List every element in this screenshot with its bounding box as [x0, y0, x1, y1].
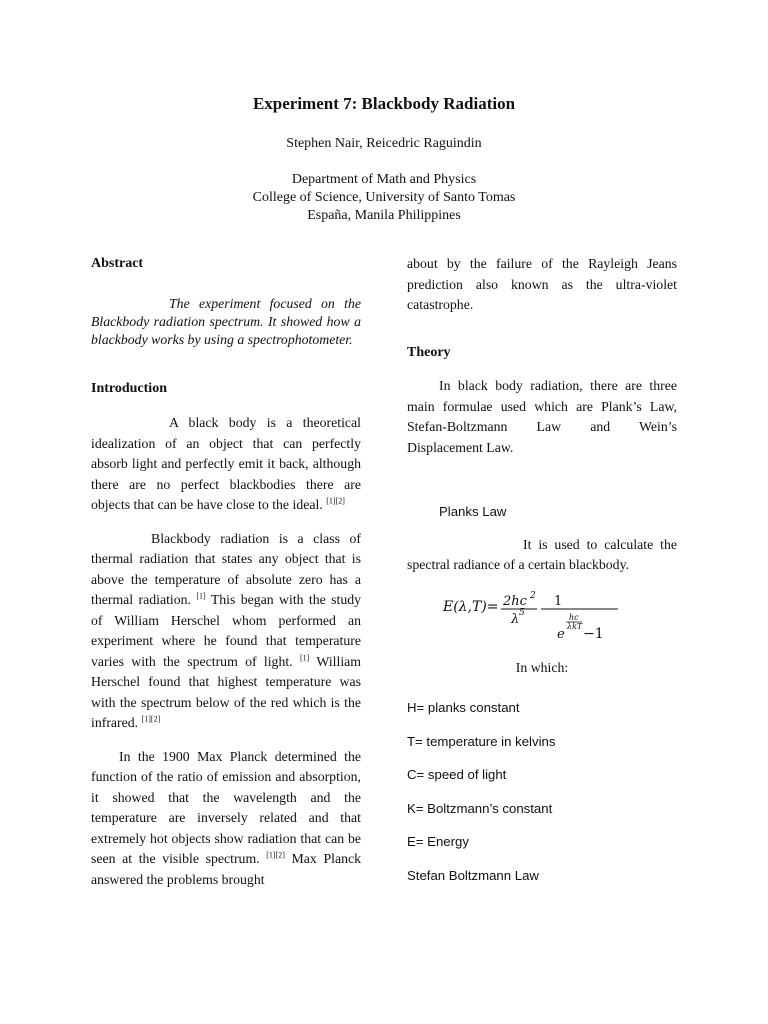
definition-e: E= Energy	[407, 834, 469, 849]
theory-heading: Theory	[407, 344, 451, 360]
formula-numerator: 2hc	[503, 593, 527, 609]
planck-law-description: It is used to calculate the spectral radiance of a certain blackbody.	[407, 536, 677, 572]
affiliation	[0, 171, 768, 225]
definition-k: K= Boltzmann’s constant	[407, 800, 553, 816]
intro-p2-text-c: William Herschel found that highest temperature was with the spectrum below of the red which is the infrared.	[91, 653, 362, 730]
intro-paragraph-1	[91, 413, 361, 516]
definitions-list	[407, 691, 677, 892]
formula-minus-one: −1	[583, 625, 604, 642]
formula-numerator-exponent: 2	[530, 590, 536, 601]
citation: [1][2]	[141, 714, 161, 724]
formula-denominator: λ	[511, 611, 520, 627]
affiliation-college: College of Science, University of Santo Tomas	[252, 190, 516, 205]
planck-formula	[443, 590, 677, 650]
intro-p2-text-b: This began with the study of William Herschel whom performed an experiment where he found that temperature varies with the spectrum of light.	[91, 592, 362, 669]
formula-exp-denominator: λkT	[567, 621, 583, 631]
paper-title: Experiment 7: Blackbody Radiation	[252, 94, 516, 113]
citation: [1]	[299, 652, 310, 662]
intro-p3-text-b: Max Planck answered the problems brought	[91, 851, 361, 887]
intro-paragraph-3	[91, 747, 361, 891]
formula-lhs: E(λ,T)=	[443, 598, 499, 615]
theory-paragraph-1: In black body radiation, there are three main formulae used which are Plank’s Law, Stefan-Boltzmann Law and Wein’s Displacement Law.	[407, 378, 677, 455]
definition-h: H= planks constant	[407, 700, 520, 715]
intro-p3-text-a: In the 1900 Max Planck determined the function of the ratio of emission and absorption, it showed that the wavelength and the temperature are inversely related and that extremely hot objects show radiation that can be seen at the visible spectrum.	[91, 748, 361, 866]
citation: [1][2]	[326, 496, 345, 506]
abstract-text: The experiment focused on the Blackbody radiation spectrum. It showed how a blackbody works by using a spectrophotometer.	[91, 295, 361, 347]
intro-p1-text: A black body is a theoretical idealization of an object that can perfectly absorb light and perfectly emit it back, although there are no perfect blackbodies there are objects that can be have close to the ideal.	[91, 415, 361, 512]
in-which-label: In which:	[515, 659, 569, 675]
stefan-boltzmann-heading: Stefan Boltzmann Law	[407, 867, 539, 883]
citation: [1]	[196, 591, 206, 601]
formula-exp-numerator: hc	[569, 612, 579, 622]
citation: [1][2]	[266, 850, 285, 860]
formula-denominator-exponent: 5	[519, 607, 525, 618]
definition-c: C= speed of light	[407, 767, 507, 782]
planck-law-heading: Planks Law	[439, 504, 507, 519]
abstract-heading: Abstract	[91, 256, 144, 271]
formula-exp-base: e	[557, 626, 565, 642]
definition-t: T= temperature in kelvins	[407, 733, 556, 749]
intro-paragraph-3-continued: about by the failure of the Rayleigh Jeans prediction also known as the ultra-violet catastrophe.	[407, 256, 677, 312]
introduction-heading: Introduction	[91, 380, 167, 396]
planck-formula-svg	[443, 590, 643, 650]
left-column	[91, 254, 361, 890]
intro-paragraph-2	[91, 529, 361, 734]
authors: Stephen Nair, Reicedric Raguindin	[286, 136, 482, 151]
intro-p2-text-a: Blackbody radiation is a class of thermal radiation that states any object that is above the temperature of absolute zero has a thermal radiation.	[91, 530, 361, 607]
affiliation-department: Department of Math and Physics	[291, 172, 477, 187]
right-column	[407, 254, 677, 892]
formula-one: 1	[554, 593, 563, 609]
affiliation-location: España, Manila Philippines	[307, 208, 461, 223]
